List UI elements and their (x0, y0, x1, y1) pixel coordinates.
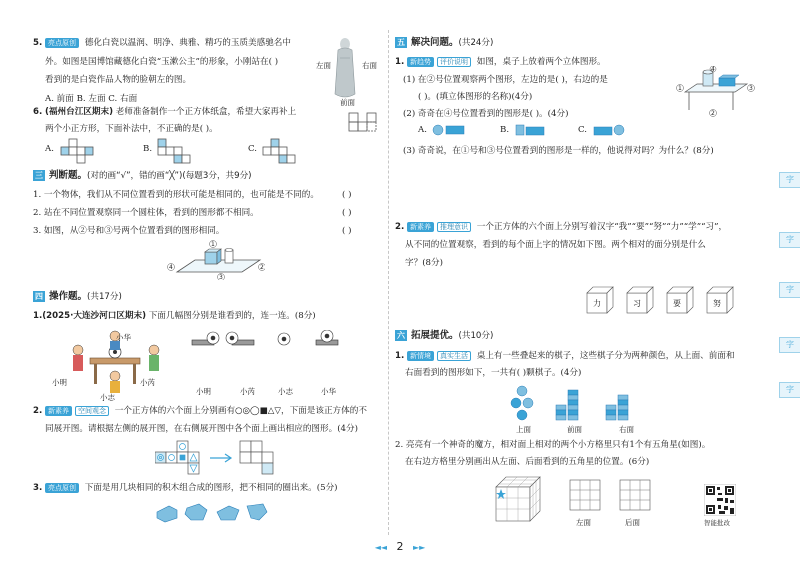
s5-q2-number: 2. (395, 222, 405, 232)
side-tab-3[interactable]: 字 (779, 282, 800, 298)
s4-views-row (186, 330, 361, 350)
svg-text:2: 2 (711, 110, 715, 117)
s3-blank-3[interactable]: ( ) (342, 226, 352, 236)
s4-view-label-2: 小芮 (240, 387, 255, 396)
s5-cube-char-1: 力 (593, 299, 601, 308)
s5-q2-text-3: 字？(8分) (405, 258, 443, 268)
s5-q1-text: 如图，桌子上放着两个立体图形。 (476, 57, 606, 67)
s5-q2-cube-outlines (585, 285, 745, 315)
s5-q1-opt-c: C. (578, 125, 588, 135)
q6-option-b: B. (143, 144, 153, 154)
section-6-points: (共10分) (458, 331, 494, 341)
s5-table-illustration (675, 66, 755, 118)
s5-q1-sub3: (3) 奇奇说，在①号和③号位置看到的图形是一样的，他说得对吗？为什么？(8分) (403, 146, 714, 156)
q6-net-a (60, 138, 100, 164)
q6-text-2: 两个小正方形，下面补法中，不正确的是( )。 (45, 124, 218, 134)
s3-item-1: 1. 一个物体，我们从不同位置看到的形状可能是相同的，也可能是不同的。 (33, 190, 319, 200)
s4-q1-source: 1.(2025·大连沙河口区期末) (33, 311, 147, 321)
section-6-heading (395, 330, 493, 342)
s5-q1-opt-b: B. (500, 125, 510, 135)
s4-name-xiaohua: 小华 (116, 333, 131, 342)
section-5-title: 解决问题。 (411, 37, 459, 48)
s6-grid-left-label: 左面 (576, 518, 591, 527)
section-3-number: 三 (35, 171, 43, 180)
section-4-points: (共17分) (87, 292, 122, 302)
s5-q1-opt-c-shape (592, 124, 628, 136)
next-page-icon[interactable]: ►► (413, 543, 426, 552)
s4-q1-text: 下面几幅图分别是谁看到的，连一连。(8分) (148, 311, 316, 321)
qr-code-icon[interactable] (704, 484, 736, 516)
porcelain-figure-image (330, 36, 360, 100)
section-4-heading (33, 291, 122, 303)
s4-q2-line1 (33, 405, 367, 417)
section-4-title: 操作题。 (49, 291, 88, 302)
s4-name-xiaozhi: 小志 (100, 393, 115, 402)
s6-q2-text-2: 在右边方格里分别画出从左面、后面看到的五角星的位置。(6分) (405, 457, 650, 467)
s6-q1-line1 (395, 350, 735, 362)
s4-q3-line (33, 482, 338, 494)
page-footer (360, 540, 440, 553)
s3-blank-1[interactable]: ( ) (342, 190, 352, 200)
s6-q1-text-1: 桌上有一些叠起来的棋子，这些棋子分为两种颜色，从上面、前面和 (476, 351, 735, 361)
s4-q3-text: 下面是用几块相同的积木组合成的图形，把不相同的圈出来。(5分) (84, 483, 338, 493)
s4-q2-number: 2. (33, 406, 43, 416)
q6-line1 (33, 106, 296, 118)
s4-q2-text-2: 同展开图。请根据左侧的展开图，在右侧展开图中各个面上画出相应的图形。(4分) (45, 424, 358, 434)
q5-text-2: 外。如图是国博馆藏德化白瓷“玉漱公主”的形象，小刚站在( ) (45, 57, 279, 67)
prev-page-icon[interactable]: ◄◄ (374, 543, 387, 552)
svg-text:4: 4 (169, 264, 173, 271)
section-5-points: (共24分) (458, 38, 494, 48)
s5-q2-tag2: 推理意识 (437, 222, 471, 232)
q5-line1 (33, 37, 291, 49)
column-divider (388, 30, 389, 535)
s3-item-3: 3. 如图，从②号和③号两个位置看到的图形相同。 (33, 226, 225, 236)
s6-q1-tag1: 新情境 (407, 351, 434, 361)
q6-given-net (348, 112, 380, 134)
q6-text-1: 老师准备制作一个正方体纸盒，希望大家再补上 (115, 107, 297, 117)
s3-blank-2[interactable]: ( ) (342, 208, 352, 218)
s6-grid-back-label: 后面 (625, 518, 640, 527)
s4-q3-blocks (155, 500, 280, 524)
s4-q2-nets (155, 440, 295, 476)
s5-q1-opt-a: A. (418, 125, 427, 135)
svg-text:2: 2 (260, 264, 264, 271)
s6-q2-cube (494, 475, 544, 523)
svg-text:3: 3 (219, 274, 223, 280)
q6-option-a: A. (45, 144, 54, 154)
s3-item-2: 2. 站在不同位置观察同一个圆柱体，看到的图形都不相同。 (33, 208, 259, 218)
section-5-number: 五 (397, 38, 405, 47)
s5-q1-sub1: (1) 在②号位置观察两个图形，左边的是( )，右边的是 (403, 75, 608, 85)
s6-view-top-label: 上面 (516, 425, 531, 434)
s5-q2-cubes (585, 285, 745, 315)
s4-name-xiaoming: 小明 (52, 378, 67, 387)
s6-view-right-label: 右面 (619, 425, 634, 434)
q5-label-left: 左面 (316, 61, 331, 70)
s6-q1-number: 1. (395, 351, 405, 361)
s5-q2-line1 (395, 221, 727, 233)
section-3-heading (33, 170, 252, 182)
s5-q1-tag2: 评价说明 (437, 57, 471, 67)
s4-q2-tag2: 空间观念 (75, 406, 109, 416)
s4-q2-tag1: 新素养 (45, 406, 72, 416)
s4-view-label-3: 小志 (278, 387, 293, 396)
s5-q1-opt-a-shape (432, 124, 468, 136)
s4-view-label-1: 小明 (196, 387, 211, 396)
svg-text:3: 3 (749, 85, 753, 92)
s5-q1-tag1: 新趋势 (407, 57, 434, 67)
s5-q2-text-2: 从不同的位置观察，看到的每个面上字的情况如下图。两个相对的面分别是什么 (405, 240, 706, 250)
s6-q1-views (510, 383, 650, 423)
s5-q1-sub1b: ( )。(填立体图形的名称)(4分) (418, 92, 533, 102)
section-3-note: (对的画“√”，错的画“╳”)(每题3分，共9分) (87, 171, 252, 181)
svg-text:1: 1 (678, 85, 682, 92)
q5-text-3: 看到的是白瓷作品人物的脸朝左的图。 (45, 75, 192, 85)
s6-q1-tag2: 真实生活 (437, 351, 471, 361)
s5-q1-line (395, 56, 606, 68)
q5-label-right: 右面 (362, 61, 377, 70)
q6-net-c (262, 138, 302, 164)
s6-view-front-label: 前面 (567, 425, 582, 434)
section-6-number: 六 (397, 331, 405, 340)
s4-q2-text-1: 一个正方体的六个面上分别画有○◎◯■△▽，下面是该正方体的不 (114, 406, 367, 416)
s3-table-diagram (165, 240, 265, 280)
section-4-number: 四 (35, 292, 43, 301)
side-tab-5[interactable]: 字 (779, 382, 800, 398)
page-number: 2 (396, 540, 404, 553)
q6-source: (福州台江区期末) (44, 107, 113, 117)
section-6-title: 拓展提优。 (411, 330, 459, 341)
side-tab-1[interactable]: 字 (779, 172, 800, 188)
s5-cube-char-3: 要 (673, 299, 681, 308)
s4-view-label-4: 小华 (321, 387, 336, 396)
s6-q2-text-1: 2. 亮亮有一个神奇的魔方，相对面上相对的两个小方格里只有1个有五角星(如图)。 (395, 440, 711, 450)
s4-q3-tag: 亮点原创 (45, 483, 79, 493)
side-tab-2[interactable]: 字 (779, 232, 800, 248)
s5-cube-char-2: 习 (633, 299, 641, 308)
q5-text-1: 德化白瓷以温润、明净、典雅、精巧的玉质美感驰名中 (84, 38, 291, 48)
q5-tag: 亮点原创 (45, 38, 79, 48)
section-5-heading (395, 37, 493, 49)
s6-q2-grids (568, 478, 658, 514)
q6-net-b (157, 138, 197, 164)
s5-q1-number: 1. (395, 57, 405, 67)
qr-caption: 智能批改 (704, 519, 730, 527)
s5-q1-sub2: (2) 奇奇在④号位置看到的图形是( )。(4分) (403, 109, 569, 119)
q6-number: 6. (33, 107, 43, 117)
q5-number: 5. (33, 38, 43, 48)
s5-q2-text-1: 一个正方体的六个面上分别写着汉字“我”“要”“努”“力”“学”“习”， (476, 222, 728, 232)
section-3-title: 判断题。 (49, 170, 88, 181)
s5-cube-char-4: 努 (713, 299, 721, 308)
q6-option-c: C. (248, 144, 258, 154)
svg-text:1: 1 (211, 241, 215, 248)
s4-q1-line (33, 310, 316, 322)
svg-text:4: 4 (711, 66, 715, 73)
side-tab-4[interactable]: 字 (779, 337, 800, 353)
s5-q1-opt-b-shape (514, 124, 550, 136)
q5-label-front: 前面 (340, 98, 355, 107)
s5-q2-tag1: 新素养 (407, 222, 434, 232)
s4-q3-number: 3. (33, 483, 43, 493)
q5-options: A. 前面 B. 左面 C. 右面 (45, 94, 138, 104)
s4-name-xiaorui: 小芮 (140, 378, 155, 387)
s6-q1-text-2: 右面看到的图形如下，一共有( )颗棋子。(4分) (405, 368, 582, 378)
